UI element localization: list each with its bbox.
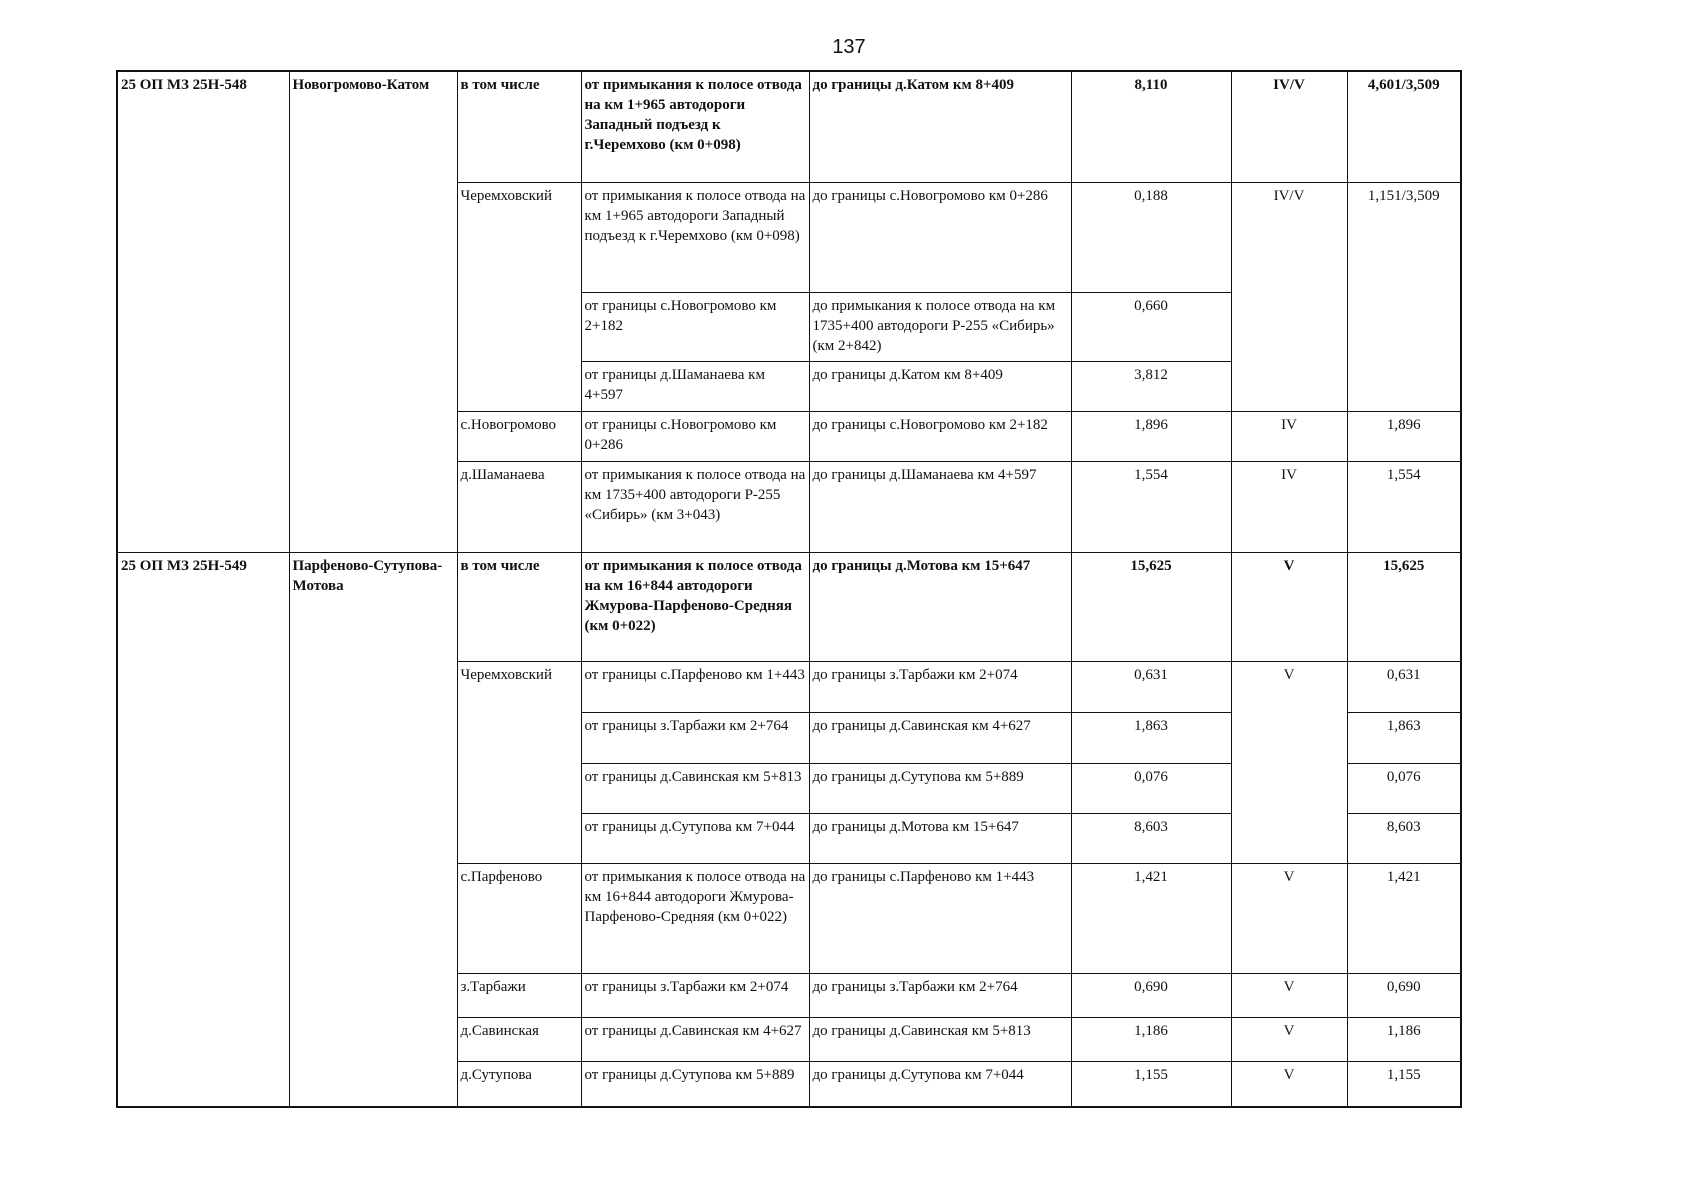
from-cell: от примыкания к полосе отвода на км 1735+400 автодороги Р-255 «Сибирь» (км 3+043) xyxy=(581,461,809,552)
from-cell: от примыкания к полосе отвода на км 16+844 автодороги Жмурова-Парфеново-Средняя (км 0+022) xyxy=(581,552,809,661)
to-cell: до границы д.Сутупова км 7+044 xyxy=(809,1061,1071,1107)
from-cell: от примыкания к полосе отвода на км 1+965 автодороги Западный подъезд к г.Черемхово (км 0+098) xyxy=(581,71,809,182)
road-code: 25 ОП МЗ 25Н-549 xyxy=(117,552,289,1107)
from-cell: от границы с.Новогромово км 0+286 xyxy=(581,411,809,461)
length-cell: 15,625 xyxy=(1071,552,1231,661)
district-cell: с.Парфеново xyxy=(457,863,581,973)
length-cell: 1,186 xyxy=(1071,1017,1231,1061)
from-cell: от границы д.Савинская км 5+813 xyxy=(581,763,809,813)
length-cell: 0,631 xyxy=(1071,661,1231,712)
road-name: Парфеново-Сутупова-Мотова xyxy=(289,552,457,1107)
roads-table xyxy=(116,70,1462,1108)
category-cell: V xyxy=(1231,863,1347,973)
to-cell: до границы д.Сутупова км 5+889 xyxy=(809,763,1071,813)
length-cell: 3,812 xyxy=(1071,361,1231,411)
to-cell: до границы з.Тарбажи км 2+074 xyxy=(809,661,1071,712)
length-cell: 1,554 xyxy=(1071,461,1231,552)
category-cell: V xyxy=(1231,661,1347,863)
to-cell: до границы с.Новогромово км 2+182 xyxy=(809,411,1071,461)
category-cell: V xyxy=(1231,1017,1347,1061)
length-cell: 0,690 xyxy=(1071,973,1231,1017)
category-cell: V xyxy=(1231,973,1347,1017)
district-cell: д.Шаманаева xyxy=(457,461,581,552)
length-cell: 1,896 xyxy=(1071,411,1231,461)
category-cell: V xyxy=(1231,1061,1347,1107)
category-cell: IV xyxy=(1231,461,1347,552)
split-cell: 1,896 xyxy=(1347,411,1461,461)
from-cell: от границы д.Шаманаева км 4+597 xyxy=(581,361,809,411)
split-cell: 1,155 xyxy=(1347,1061,1461,1107)
to-cell: до границы д.Катом км 8+409 xyxy=(809,71,1071,182)
category-cell: V xyxy=(1231,552,1347,661)
split-cell: 1,421 xyxy=(1347,863,1461,973)
split-cell: 0,076 xyxy=(1347,763,1461,813)
split-cell: 1,186 xyxy=(1347,1017,1461,1061)
to-cell: до границы д.Савинская км 4+627 xyxy=(809,712,1071,763)
split-cell: 4,601/3,509 xyxy=(1347,71,1461,182)
from-cell: от границы д.Сутупова км 5+889 xyxy=(581,1061,809,1107)
to-cell: до примыкания к полосе отвода на км 1735+400 автодороги Р-255 «Сибирь» (км 2+842) xyxy=(809,292,1071,361)
district-cell: с.Новогромово xyxy=(457,411,581,461)
to-cell: до границы д.Мотова км 15+647 xyxy=(809,552,1071,661)
to-cell: до границы д.Шаманаева км 4+597 xyxy=(809,461,1071,552)
to-cell: до границы з.Тарбажи км 2+764 xyxy=(809,973,1071,1017)
to-cell: до границы д.Савинская км 5+813 xyxy=(809,1017,1071,1061)
to-cell: до границы с.Новогромово км 0+286 xyxy=(809,182,1071,292)
length-cell: 8,110 xyxy=(1071,71,1231,182)
from-cell: от примыкания к полосе отвода на км 1+965 автодороги Западный подъезд к г.Черемхово (км 0+098) xyxy=(581,182,809,292)
district-cell: д.Савинская xyxy=(457,1017,581,1061)
length-cell: 8,603 xyxy=(1071,813,1231,863)
split-cell: 0,690 xyxy=(1347,973,1461,1017)
from-cell: от примыкания к полосе отвода на км 16+844 автодороги Жмурова-Парфеново-Средняя (км 0+022) xyxy=(581,863,809,973)
district-cell: Черемховский xyxy=(457,182,581,411)
road-code: 25 ОП МЗ 25Н-548 xyxy=(117,71,289,552)
from-cell: от границы с.Новогромово км 2+182 xyxy=(581,292,809,361)
length-cell: 0,188 xyxy=(1071,182,1231,292)
split-cell: 1,554 xyxy=(1347,461,1461,552)
length-cell: 1,155 xyxy=(1071,1061,1231,1107)
district-cell: з.Тарбажи xyxy=(457,973,581,1017)
split-cell: 15,625 xyxy=(1347,552,1461,661)
length-cell: 0,660 xyxy=(1071,292,1231,361)
category-cell: IV/V xyxy=(1231,182,1347,411)
district-cell: в том числе xyxy=(457,71,581,182)
split-cell: 1,863 xyxy=(1347,712,1461,763)
from-cell: от границы с.Парфеново км 1+443 xyxy=(581,661,809,712)
split-cell: 8,603 xyxy=(1347,813,1461,863)
table-row xyxy=(117,71,1461,182)
table-row xyxy=(117,552,1461,661)
district-cell: Черемховский xyxy=(457,661,581,863)
from-cell: от границы д.Сутупова км 7+044 xyxy=(581,813,809,863)
from-cell: от границы з.Тарбажи км 2+764 xyxy=(581,712,809,763)
district-cell: в том числе xyxy=(457,552,581,661)
length-cell: 1,421 xyxy=(1071,863,1231,973)
from-cell: от границы д.Савинская км 4+627 xyxy=(581,1017,809,1061)
page-number: 137 xyxy=(832,36,866,58)
split-cell: 1,151/3,509 xyxy=(1347,182,1461,411)
split-cell: 0,631 xyxy=(1347,661,1461,712)
length-cell: 0,076 xyxy=(1071,763,1231,813)
from-cell: от границы з.Тарбажи км 2+074 xyxy=(581,973,809,1017)
to-cell: до границы д.Катом км 8+409 xyxy=(809,361,1071,411)
to-cell: до границы д.Мотова км 15+647 xyxy=(809,813,1071,863)
district-cell: д.Сутупова xyxy=(457,1061,581,1107)
category-cell: IV/V xyxy=(1231,71,1347,182)
category-cell: IV xyxy=(1231,411,1347,461)
length-cell: 1,863 xyxy=(1071,712,1231,763)
to-cell: до границы с.Парфеново км 1+443 xyxy=(809,863,1071,973)
road-name: Новогромово-Катом xyxy=(289,71,457,552)
